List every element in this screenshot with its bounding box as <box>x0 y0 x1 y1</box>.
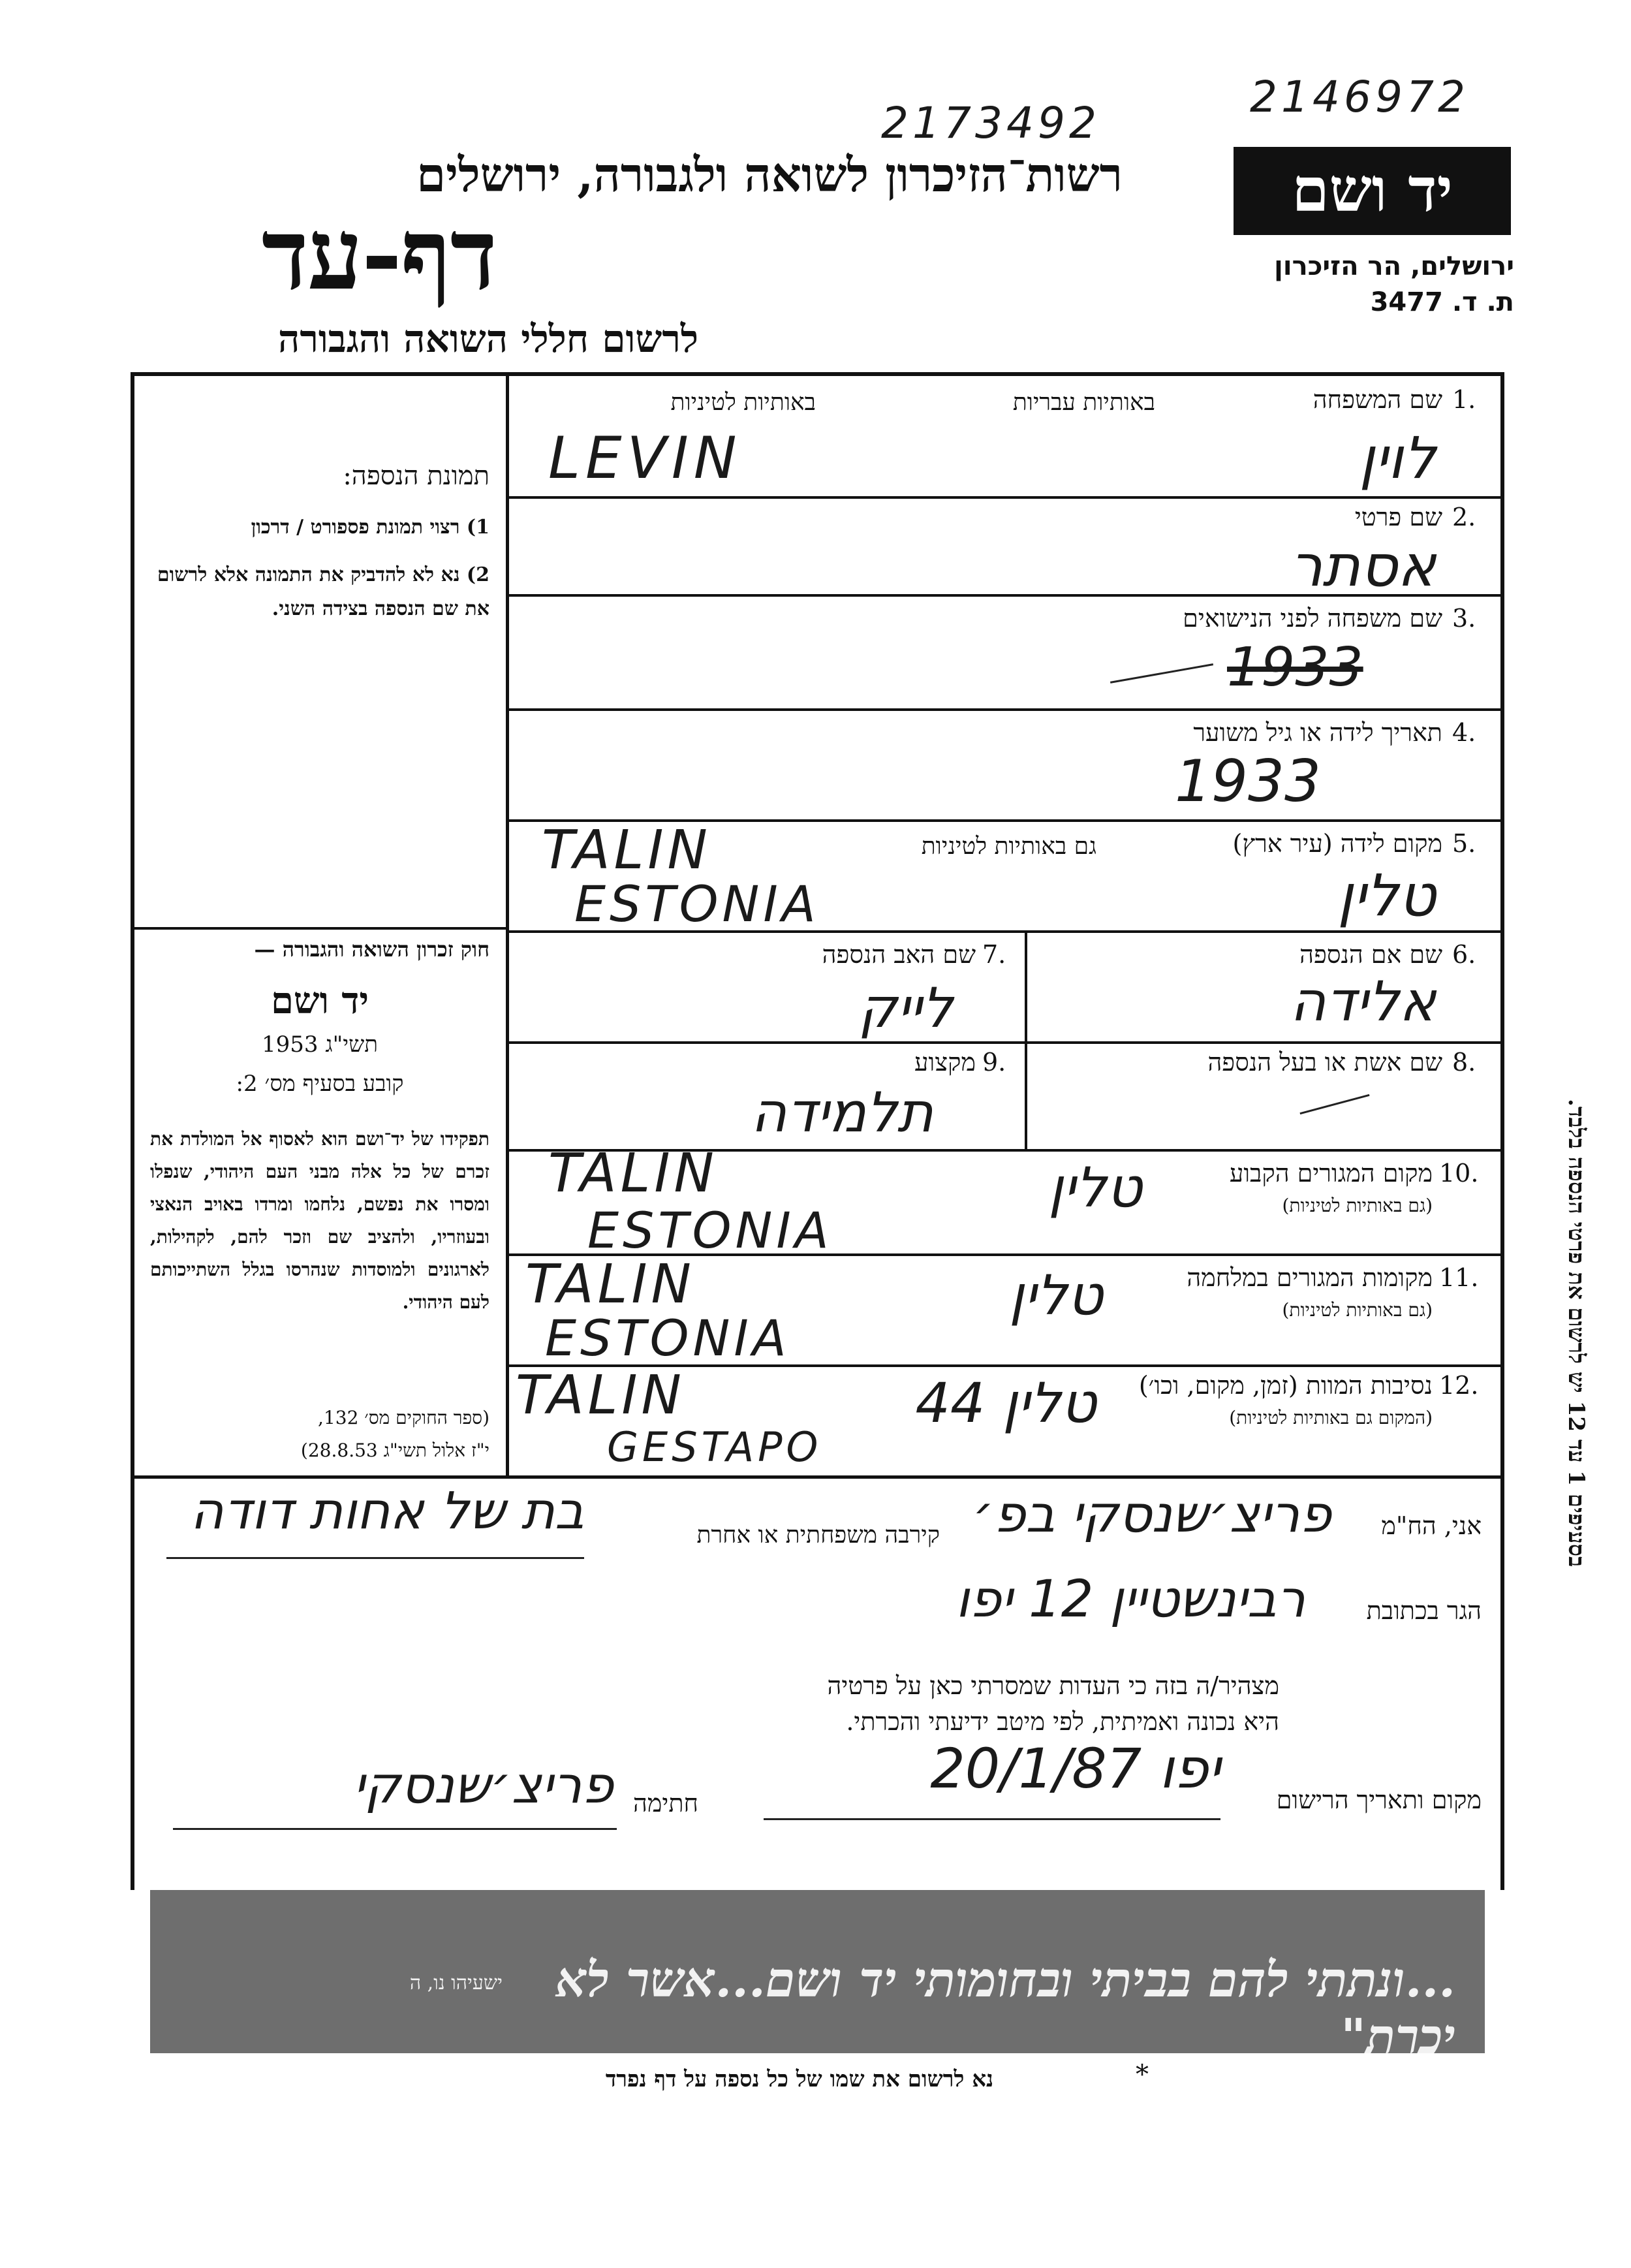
photo-note-1: 1) רצוי תמונת פספורט / דרכון <box>251 516 489 539</box>
field-10-number: 10. <box>1439 1159 1479 1188</box>
logo-text: יד ושם <box>1292 155 1453 225</box>
field-12-label: נסיבות המוות (זמן, מקום, וכו׳) <box>1138 1371 1433 1400</box>
field-5-latin-value-2: ESTONIA <box>574 875 820 933</box>
record-number-alt: 2146972 <box>1250 72 1469 122</box>
photo-note-2: 2) נא לא להדביק את התמונה אלא לרשום את שם הנספה בצידה השני. <box>157 563 489 620</box>
field-11-label: מקומות המגורים במלחמה <box>1187 1263 1433 1292</box>
relation-underline <box>166 1557 584 1559</box>
footer-note: נא לרשום את שמו של כל נספה על דף נפרד <box>605 2066 994 2092</box>
field-2-hebrew-value: אסתר <box>1290 532 1436 599</box>
field-3-number: 3. <box>1452 604 1476 633</box>
place-date-label: מקום ותאריך הרישום <box>1276 1786 1482 1814</box>
field-10-hebrew-value: טלין <box>1048 1156 1142 1220</box>
law-citation-2: י"ז אלול תשי"ג 28.8.53) <box>300 1440 489 1461</box>
field-10-latin-value-1: TALIN <box>548 1142 718 1205</box>
field-5-label: מקום לידה (עיר ארץ) <box>1232 829 1442 858</box>
field-6-hebrew-value: אלידה <box>1290 969 1436 1033</box>
field-5-hebrew-value: טלין <box>1337 862 1436 929</box>
field-1-latin-header: באותיות לטיניות <box>670 389 816 416</box>
declaration-address-value: רבינשטיין 12 יפו <box>955 1570 1305 1629</box>
field-11-number: 11. <box>1439 1263 1479 1292</box>
field-6-number: 6. <box>1452 940 1476 969</box>
field-2-number: 2. <box>1452 503 1476 531</box>
field-1-latin-value: LEVIN <box>548 424 742 492</box>
signature-underline <box>173 1828 617 1830</box>
field-3-dash-mark <box>1110 663 1213 684</box>
row-divider <box>509 708 1501 711</box>
law-clause: קובע בסעיף מס׳ 2: <box>236 1071 404 1097</box>
declaration-relation-value: בת של אחות דודה <box>190 1482 584 1541</box>
law-year: תשי"ג 1953 <box>262 1032 378 1058</box>
place-date-underline <box>764 1818 1220 1820</box>
field-4-label: תאריך לידה או גיל משוער <box>1193 718 1442 747</box>
declaration-i-label: אני, הח"מ <box>1381 1511 1482 1540</box>
signature-label: חתימה <box>632 1789 698 1818</box>
split-divider <box>1025 930 1027 1149</box>
row-divider <box>509 1041 1501 1044</box>
form-title: דף-עד <box>261 197 496 312</box>
field-10-sub: (גם באותיות לטיניות) <box>1282 1195 1433 1216</box>
field-7-label: שם האב הנספה <box>822 940 976 969</box>
field-12-number: 12. <box>1439 1371 1479 1400</box>
frame-section-divider <box>131 1475 1504 1479</box>
field-12-latin-value-1: TALIN <box>516 1364 685 1426</box>
side-note: בסעיפים 1 עד 12 יש לרשום את פרטי הנספה בלבד. <box>1563 1098 1589 1567</box>
field-9-number: 9. <box>982 1048 1006 1077</box>
field-7-hebrew-value: לייק <box>858 976 953 1040</box>
signature-value: פריצ׳שנסקי <box>353 1756 614 1815</box>
authority-name: רשות־הזיכרון לשואה ולגבורה, ירושלים <box>416 147 1123 202</box>
field-5-number: 5. <box>1452 829 1476 858</box>
field-1-hebrew-value: לוין <box>1359 424 1436 492</box>
field-8-label: שם אשת או בעל הנספה <box>1207 1048 1442 1077</box>
photo-title: תמונת הנספה: <box>343 461 489 491</box>
field-4-number: 4. <box>1452 718 1476 747</box>
frame-right <box>1500 372 1504 1890</box>
field-1-label: שם המשפחה <box>1313 385 1442 414</box>
left-panel-divider <box>131 927 509 930</box>
field-1-number: 1. <box>1452 385 1476 414</box>
field-9-label: מקצוע <box>914 1048 976 1077</box>
frame-left <box>131 372 134 1890</box>
field-5-latin-value-1: TALIN <box>542 819 711 881</box>
declaration-name-value: פריצ׳שנסקי בפ׳ <box>972 1485 1331 1544</box>
quote-banner <box>150 1890 1485 2065</box>
field-4-hebrew-value: 1933 <box>1175 748 1321 815</box>
field-11-latin-value-2: ESTONIA <box>545 1309 790 1367</box>
law-title: חוק זכרון השואה והגבורה — <box>254 937 489 962</box>
footer-asterisk: * <box>1136 2060 1149 2090</box>
field-10-label: מקום המגורים הקבוע <box>1229 1159 1433 1188</box>
field-8-number: 8. <box>1452 1048 1476 1077</box>
declaration-statement-1: מצהיר/ה בזה כי העדות שמסרתי כאן על פרטיה <box>827 1671 1279 1700</box>
field-3-hebrew-value: 1933 <box>1227 637 1363 699</box>
record-number: 2173492 <box>881 98 1100 148</box>
law-text: תפקידו של יד־ושם הוא לאסוף אל המולדת את זכרם של כל אלה מבני העם היהודי, שנפלו ומסרו את נפשם, נלחמו ומרדו באויב הנאצי ובעוזריו, ולהציב שם וזכר להם, לקהילות, לארגונים ולמוסדות שנהרסו בגלל השתייכותם לעם היהודי. <box>150 1128 489 1313</box>
field-9-hebrew-value: תלמידה <box>751 1080 933 1144</box>
yad-vashem-logo <box>1234 147 1511 235</box>
declaration-address-label: הגר בכתובת <box>1366 1596 1482 1625</box>
field-11-hebrew-value: טלין <box>1009 1263 1103 1327</box>
declaration-statement-2: היא נכונה ואמיתית, לפי מיטב ידיעתי והכרתי. <box>846 1707 1279 1736</box>
field-1-hebrew-header: באותיות עבריות <box>1012 389 1155 416</box>
address-line-2: ת. ד. 3477 <box>1370 287 1514 317</box>
law-citation-1: (ספר החוקים מס׳ 132, <box>318 1407 489 1428</box>
banner-source: ישעיהו נו, ה <box>409 1972 503 1994</box>
field-2-label: שם פרטי <box>1354 503 1442 531</box>
field-5-latin-header: גם באותיות לטיניות <box>921 833 1096 860</box>
field-12-sub: (המקום גם באותיות לטיניות) <box>1229 1407 1433 1428</box>
field-10-latin-value-2: ESTONIA <box>587 1201 833 1259</box>
field-8-dash-mark <box>1299 1094 1369 1114</box>
frame-column-divider <box>506 372 509 1475</box>
law-name: יד ושם <box>270 979 369 1022</box>
place-date-value: יפו 20/1/87 <box>930 1737 1220 1801</box>
field-12-hebrew-value: טלין 44 <box>915 1371 1096 1435</box>
form-subtitle: לרשום חללי השואה והגבורה <box>278 317 698 361</box>
declaration-relation-label: קירבה משפחתית או אחרת <box>696 1522 940 1549</box>
field-12-latin-value-2: GESTAPO <box>607 1423 822 1471</box>
field-6-label: שם אם הנספה <box>1299 940 1442 969</box>
field-11-sub: (גם באותיות לטיניות) <box>1282 1299 1433 1321</box>
field-11-latin-value-1: TALIN <box>525 1253 695 1315</box>
address-line-1: ירושלים, הר הזיכרון <box>1274 251 1514 281</box>
field-3-label: שם משפחה לפני הנישואים <box>1183 604 1442 633</box>
frame-top <box>131 372 1504 376</box>
field-7-number: 7. <box>982 940 1006 969</box>
row-divider <box>509 496 1501 499</box>
banner-quote: ...ונתתי להם בביתי ובחומותי יד ושם...אשר לא יכרת" <box>555 1952 1455 2065</box>
